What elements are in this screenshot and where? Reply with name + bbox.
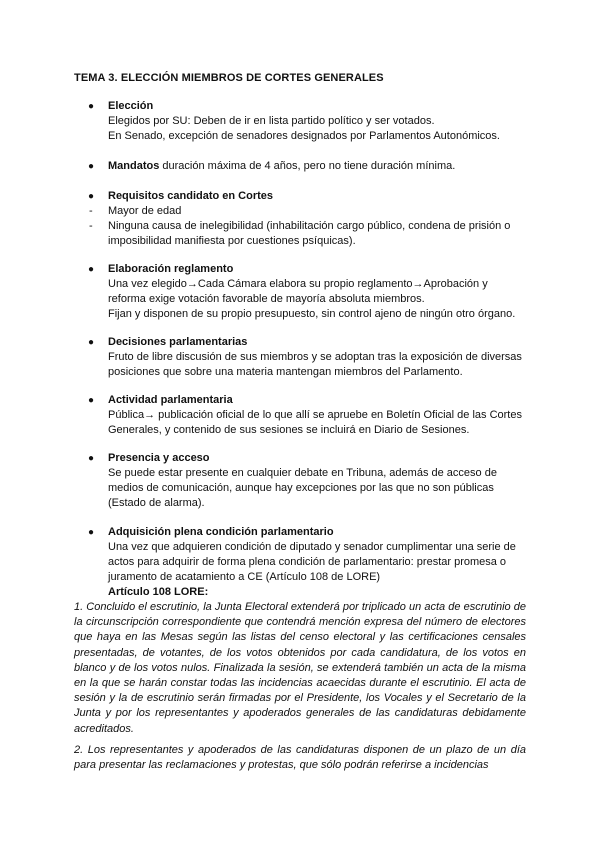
dash-icon: -	[89, 205, 93, 217]
section-line: Elegidos por SU: Deben de ir en lista partido político y ser votados.	[108, 115, 435, 127]
bullet-icon: ●	[88, 453, 95, 464]
section-reglamento	[88, 262, 528, 322]
section-text: Una vez que adquieren condición de diputado y senador cumplimentar una serie de actos para adquirir de forma plena condición de parlamentario: prestar promesa o juramento de acatamiento a CE (Artículo 108 de LORE)	[108, 541, 516, 583]
section-text: duración máxima de 4 años, pero no tiene duración mínima.	[159, 160, 456, 172]
section-actividad	[88, 393, 528, 438]
section-heading: Actividad parlamentaria	[108, 394, 233, 406]
page-title: TEMA 3. ELECCIÓN MIEMBROS DE CORTES GENERALES	[74, 72, 384, 84]
section-heading: Elección	[108, 100, 154, 112]
list-item	[89, 219, 538, 249]
section-heading: Elaboración reglamento	[108, 263, 234, 275]
dash-icon: -	[89, 220, 93, 232]
bullet-icon: ●	[88, 527, 95, 538]
section-requisitos	[88, 189, 538, 249]
section-heading: Requisitos candidato en Cortes	[108, 190, 274, 202]
section-text: Pública→ publicación oficial de lo que allí se apruebe en Boletín Oficial de las Cortes Generales, y contenido de sus sesiones se incluirá en Diario de Sesiones.	[108, 409, 522, 436]
section-line: Fijan y disponen de su propio presupuesto, sin control ajeno de ningún otro órgano.	[108, 308, 516, 320]
section-eleccion	[88, 99, 528, 144]
section-adquisicion	[88, 525, 528, 585]
section-heading: Decisiones parlamentarias	[108, 336, 248, 348]
bullet-icon: ●	[88, 264, 95, 275]
bullet-icon: ●	[88, 337, 95, 348]
bullet-icon: ●	[88, 101, 95, 112]
section-decisiones	[88, 335, 528, 380]
section-line: En Senado, excepción de senadores designados por Parlamentos Autonómicos.	[108, 130, 500, 142]
list-item-text: Ninguna causa de inelegibilidad (inhabilitación cargo público, condena de prisión o imposibilidad manifiesta por cuestiones psíquicas).	[108, 220, 511, 247]
bullet-icon: ●	[88, 191, 95, 202]
section-heading: Adquisición plena condición parlamentario	[108, 526, 334, 538]
list-item-text: Mayor de edad	[108, 205, 182, 217]
list-item	[89, 204, 538, 219]
section-heading: Presencia y acceso	[108, 452, 210, 464]
article-title: Artículo 108 LORE:	[108, 586, 209, 598]
section-presencia	[88, 451, 528, 511]
section-text: Se puede estar presente en cualquier debate en Tribuna, además de acceso de medios de comunicación, aunque hay excepciones por las que no son públicas (Estado de alarma).	[108, 467, 497, 509]
section-line: Una vez elegido→Cada Cámara elabora su propio reglamento→Aprobación y reforma exige votación favorable de mayoría absoluta miembros.	[108, 278, 488, 305]
bullet-icon: ●	[88, 395, 95, 406]
section-text: Fruto de libre discusión de sus miembros y se adoptan tras la exposición de diversas posiciones que sobre una materia mantengan miembros del Parlamento.	[108, 351, 522, 378]
section-heading: Mandatos	[108, 160, 160, 172]
bullet-icon: ●	[88, 161, 95, 172]
article-paragraph-1: 1. Concluido el escrutinio, la Junta Electoral extenderá por triplicado un acta de escrutinio de la circunscripción correspondiente que contendrá mención expresa del número de electores que haya en las Mesas según las listas del censo electoral y las certificaciones censales presentadas, de votantes, de los votos obtenidos por cada candidatura, de los votos en blanco y de los votos nulos. Finalizada la sesión, se extenderá también un acta de la misma en la que se harán constar todas las incidencias acaecidas durante el escrutinio. El acta de sesión y la de escrutinio serán firmadas por el Presidente, los Vocales y el Secretario de la Junta y por los representantes y apoderados generales de las candidaturas debidamente acreditados.	[74, 601, 526, 735]
article-paragraph-2: 2. Los representantes y apoderados de las candidaturas disponen de un plazo de un día para presentar las reclamaciones y protestas, que sólo podrán referirse a incidencias	[74, 744, 526, 772]
section-mandatos	[88, 159, 528, 174]
